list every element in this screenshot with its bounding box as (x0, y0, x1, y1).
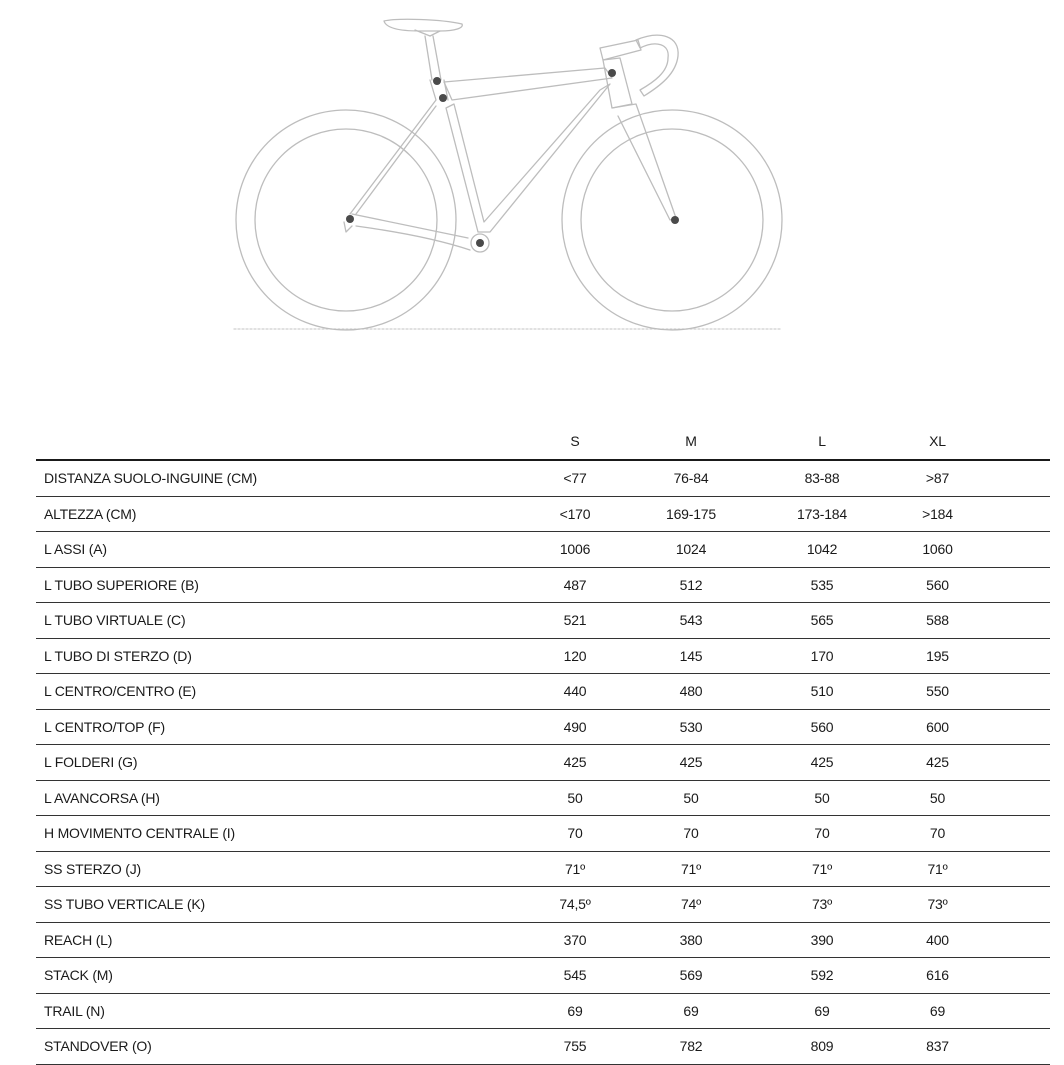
value-cell-xl: 73º (895, 887, 980, 923)
row-pad-cell (980, 674, 1050, 710)
value-cell-m: 76-84 (633, 460, 749, 496)
row-pad-cell (980, 993, 1050, 1029)
row-pad-cell (980, 958, 1050, 994)
table-row (36, 1029, 1050, 1065)
row-label: STACK (M) (36, 958, 517, 994)
value-cell-l: 71º (749, 851, 895, 887)
value-cell-l: 535 (749, 567, 895, 603)
table-row (36, 922, 1050, 958)
value-cell-m: 70 (633, 816, 749, 852)
row-label: L CENTRO/TOP (F) (36, 709, 517, 745)
size-header-l: L (749, 422, 895, 460)
value-cell-l: 809 (749, 1029, 895, 1065)
bike-geometry-illustration (0, 0, 1064, 400)
stem (600, 40, 641, 60)
value-cell-s: 521 (517, 603, 633, 639)
row-pad-cell (980, 780, 1050, 816)
row-label: REACH (L) (36, 922, 517, 958)
value-cell-xl: 425 (895, 745, 980, 781)
row-label: SS TUBO VERTICALE (K) (36, 887, 517, 923)
value-cell-s: 545 (517, 958, 633, 994)
joint-dot (608, 69, 616, 77)
value-cell-m: 480 (633, 674, 749, 710)
value-cell-xl: 588 (895, 603, 980, 639)
value-cell-xl: 616 (895, 958, 980, 994)
value-cell-xl: 550 (895, 674, 980, 710)
value-cell-s: 487 (517, 567, 633, 603)
row-label: L FOLDERI (G) (36, 745, 517, 781)
value-cell-s: 1006 (517, 532, 633, 568)
row-label: SS STERZO (J) (36, 851, 517, 887)
joint-dot (433, 77, 441, 85)
row-label: STANDOVER (O) (36, 1029, 517, 1065)
table-row (36, 460, 1050, 496)
table-row (36, 532, 1050, 568)
row-label: L TUBO VIRTUALE (C) (36, 603, 517, 639)
row-label: L CENTRO/CENTRO (E) (36, 674, 517, 710)
value-cell-s: 71º (517, 851, 633, 887)
joint-dot (439, 94, 447, 102)
row-pad-cell (980, 638, 1050, 674)
value-cell-l: 425 (749, 745, 895, 781)
geometry-table (36, 422, 1050, 1065)
value-cell-s: 440 (517, 674, 633, 710)
value-cell-m: 512 (633, 567, 749, 603)
value-cell-s: 74,5º (517, 887, 633, 923)
value-cell-m: 380 (633, 922, 749, 958)
value-cell-l: 83-88 (749, 460, 895, 496)
value-cell-l: 560 (749, 709, 895, 745)
value-cell-l: 69 (749, 993, 895, 1029)
table-row (36, 993, 1050, 1029)
value-cell-m: 69 (633, 993, 749, 1029)
table-header (36, 422, 1050, 460)
value-cell-l: 390 (749, 922, 895, 958)
value-cell-s: 370 (517, 922, 633, 958)
row-pad-cell (980, 532, 1050, 568)
value-cell-s: 425 (517, 745, 633, 781)
value-cell-xl: 50 (895, 780, 980, 816)
size-header-m: M (633, 422, 749, 460)
saddle (384, 19, 462, 31)
row-pad-cell (980, 603, 1050, 639)
handlebar (636, 35, 678, 96)
row-label: L ASSI (A) (36, 532, 517, 568)
value-cell-xl: 195 (895, 638, 980, 674)
value-cell-s: 69 (517, 993, 633, 1029)
value-cell-xl: 560 (895, 567, 980, 603)
row-pad-cell (980, 709, 1050, 745)
size-header-xl: XL (895, 422, 980, 460)
table-row (36, 816, 1050, 852)
table-row (36, 780, 1050, 816)
value-cell-xl: 69 (895, 993, 980, 1029)
joint-dot (476, 239, 484, 247)
value-cell-l: 592 (749, 958, 895, 994)
row-pad-cell (980, 851, 1050, 887)
seatpost (425, 36, 441, 80)
value-cell-l: 173-184 (749, 496, 895, 532)
value-cell-m: 1024 (633, 532, 749, 568)
row-pad-cell (980, 816, 1050, 852)
row-label: DISTANZA SUOLO-INGUINE (CM) (36, 460, 517, 496)
rear-wheel-tire (236, 110, 456, 330)
value-cell-m: 169-175 (633, 496, 749, 532)
row-label: TRAIL (N) (36, 993, 517, 1029)
row-pad-cell (980, 922, 1050, 958)
value-cell-xl: >87 (895, 460, 980, 496)
value-cell-m: 530 (633, 709, 749, 745)
value-cell-m: 74º (633, 887, 749, 923)
row-pad-cell (980, 496, 1050, 532)
value-cell-m: 569 (633, 958, 749, 994)
joint-dot (346, 215, 354, 223)
header-label-cell (36, 422, 517, 460)
value-cell-m: 425 (633, 745, 749, 781)
header-pad-cell (980, 422, 1050, 460)
size-header-s: S (517, 422, 633, 460)
joint-dot (671, 216, 679, 224)
table-row (36, 567, 1050, 603)
row-pad-cell (980, 460, 1050, 496)
row-label: L TUBO SUPERIORE (B) (36, 567, 517, 603)
row-label: L AVANCORSA (H) (36, 780, 517, 816)
down-tube (446, 84, 610, 232)
value-cell-l: 565 (749, 603, 895, 639)
value-cell-m: 543 (633, 603, 749, 639)
table-row (36, 745, 1050, 781)
value-cell-xl: 70 (895, 816, 980, 852)
head-tube (603, 58, 632, 108)
row-label: H MOVIMENTO CENTRALE (I) (36, 816, 517, 852)
table-row (36, 638, 1050, 674)
row-pad-cell (980, 1029, 1050, 1065)
table-row (36, 603, 1050, 639)
value-cell-l: 70 (749, 816, 895, 852)
value-cell-s: 70 (517, 816, 633, 852)
row-pad-cell (980, 745, 1050, 781)
value-cell-l: 50 (749, 780, 895, 816)
row-label: ALTEZZA (CM) (36, 496, 517, 532)
value-cell-s: 50 (517, 780, 633, 816)
row-pad-cell (980, 567, 1050, 603)
value-cell-s: 120 (517, 638, 633, 674)
fork (612, 104, 676, 220)
value-cell-s: 490 (517, 709, 633, 745)
value-cell-l: 170 (749, 638, 895, 674)
top-tube (444, 68, 612, 100)
value-cell-xl: 837 (895, 1029, 980, 1065)
value-cell-s: <77 (517, 460, 633, 496)
value-cell-xl: 1060 (895, 532, 980, 568)
value-cell-xl: >184 (895, 496, 980, 532)
value-cell-m: 50 (633, 780, 749, 816)
table-row (36, 496, 1050, 532)
table-row (36, 674, 1050, 710)
table-row (36, 709, 1050, 745)
value-cell-m: 782 (633, 1029, 749, 1065)
value-cell-s: <170 (517, 496, 633, 532)
rear-wheel-rim (255, 129, 437, 311)
value-cell-xl: 71º (895, 851, 980, 887)
table-row (36, 851, 1050, 887)
table-row (36, 887, 1050, 923)
row-label: L TUBO DI STERZO (D) (36, 638, 517, 674)
table-row (36, 958, 1050, 994)
value-cell-m: 71º (633, 851, 749, 887)
chainstay (352, 214, 470, 250)
value-cell-m: 145 (633, 638, 749, 674)
value-cell-l: 73º (749, 887, 895, 923)
value-cell-xl: 400 (895, 922, 980, 958)
header-row (36, 422, 1050, 460)
value-cell-l: 1042 (749, 532, 895, 568)
value-cell-s: 755 (517, 1029, 633, 1065)
value-cell-xl: 600 (895, 709, 980, 745)
value-cell-l: 510 (749, 674, 895, 710)
row-pad-cell (980, 887, 1050, 923)
table-body (36, 460, 1050, 1064)
